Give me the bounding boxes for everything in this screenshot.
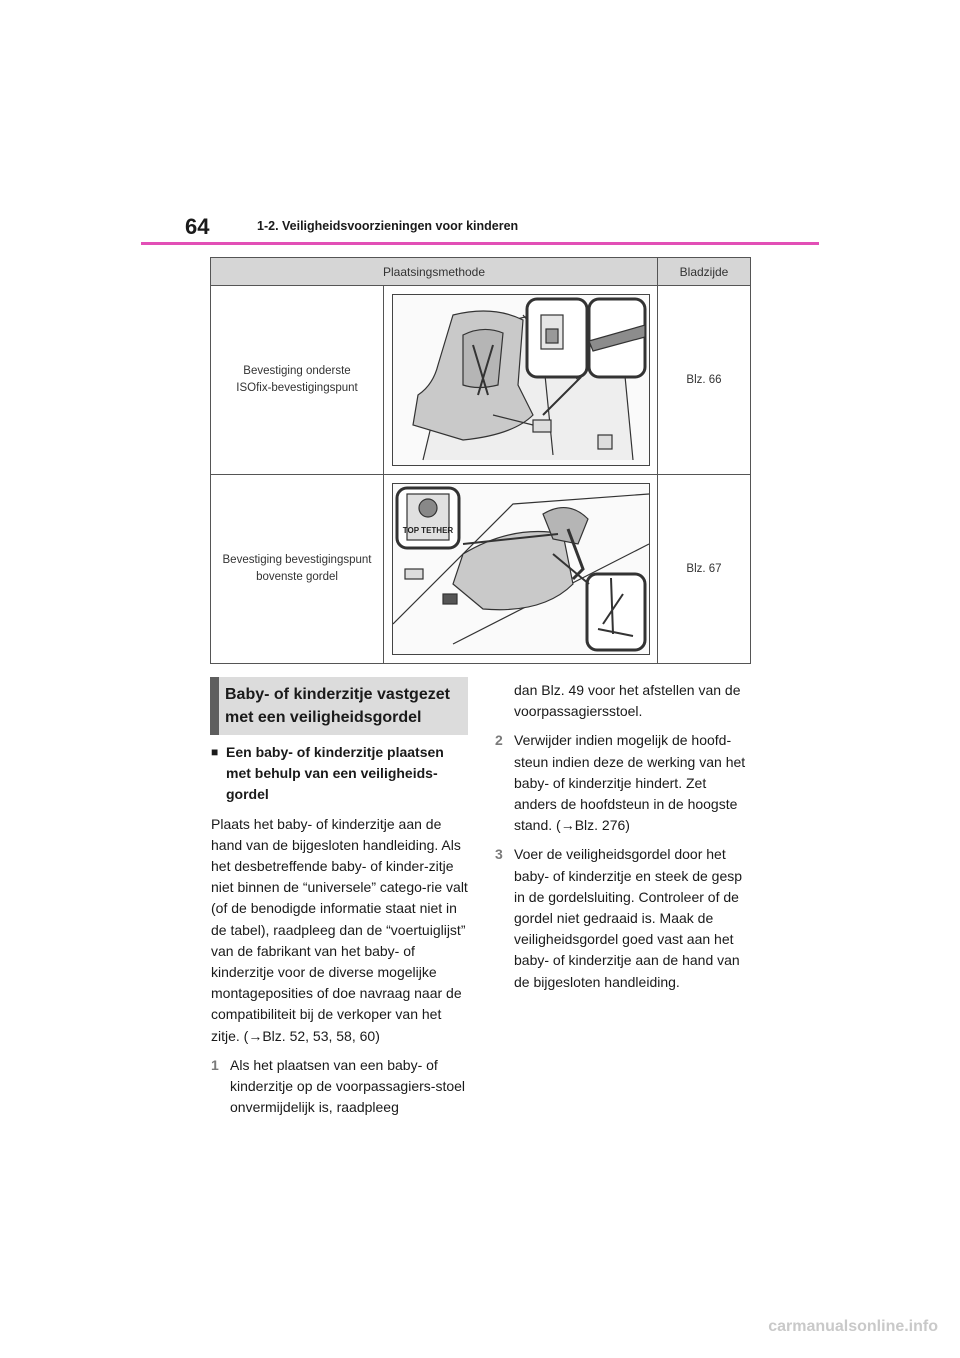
step-text: Voer de veiligheidsgordel door het baby- of kinderzitje en steek de gesp in de gordelsluiting. Controleer of de gordel niet gedraaid is. Maak de veiligheidsgordel goed vast aan het baby- of kinderzitje aan de hand van de bijgesloten handleiding. (514, 846, 743, 990)
intro-paragraph: Plaats het baby- of kinderzitje aan de hand van de bijgesloten handleiding. Als het desbetreffende baby- of kinder-zitje niet binnen de “universele” catego-rie valt (of de benodigde informatie staat niet in de tabel), raadpleeg dan de “voertuiglijst” van de fabrikant van het baby- of kinderzitje voor de diverse mogelijke montageposities of doe navraag naar de compatibiliteit bij de verkoper van het zitje. (→Blz. 52, 53, 58, 60) (211, 815, 468, 1044)
table-header-row (211, 258, 751, 286)
method-label-line: Bevestiging onderste (243, 365, 351, 377)
column-header-page: Bladzijde (658, 258, 751, 286)
top-tether-badge-text: TOP TETHER (402, 526, 454, 535)
watermark: carmanualsonline.info (768, 1318, 938, 1335)
table-row (211, 286, 751, 475)
step-1-continued: dan Blz. 49 voor het afstellen van de voorpassagiersstoel. (514, 682, 741, 720)
top-tether-illustration (392, 483, 650, 655)
method-label-isofix (211, 286, 384, 475)
illustration-cell (384, 286, 658, 475)
right-column (495, 680, 751, 1001)
page-reference: Blz. 66 (658, 286, 751, 475)
section-title: 1-2. Veiligheidsvoorzieningen voor kinderen (257, 219, 519, 233)
step-number: 2 (495, 732, 503, 749)
isofix-illustration (392, 294, 650, 466)
header-rule (141, 242, 819, 245)
heading-line: Baby- of kinderzitje vastgezet (225, 686, 450, 703)
step-number: 3 (495, 846, 503, 863)
step-2 (495, 730, 751, 836)
bullet-square-icon: ■ (211, 745, 219, 759)
heading-line: met een veiligheidsgordel (225, 709, 422, 726)
method-label-line: Bevestiging bevestigingspunt (222, 554, 372, 566)
method-label-line: bovenste gordel (256, 571, 338, 583)
step-1 (211, 1055, 469, 1119)
method-label-line: ISOfix-bevestigingspunt (236, 382, 358, 394)
step-text: Als het plaatsen van een baby- of kinderzitje op de voorpassagiers-stoel onvermijdelijk is, raadpleeg (230, 1056, 466, 1116)
table-row (211, 475, 751, 664)
step-3 (495, 844, 751, 992)
section-heading (210, 677, 468, 735)
left-column (211, 742, 469, 1126)
method-label-top-tether (211, 475, 384, 664)
subheading-text: Een baby- of kinderzitje plaatsen met behulp van een veiligheids-gordel (226, 744, 444, 803)
page-number: 64 (185, 214, 210, 239)
step-number: 1 (211, 1056, 219, 1073)
step-text: Verwijder indien mogelijk de hoofd-steun indien deze de werking van het baby- of kinderzitje hindert. Zet anders de hoofdsteun in de hoogste stand. (→Blz. 276) (514, 732, 746, 834)
subheading (211, 742, 469, 806)
placement-method-table (210, 257, 751, 664)
page-reference: Blz. 67 (658, 475, 751, 664)
column-header-method: Plaatsingsmethode (211, 258, 658, 286)
illustration-cell (384, 475, 658, 664)
